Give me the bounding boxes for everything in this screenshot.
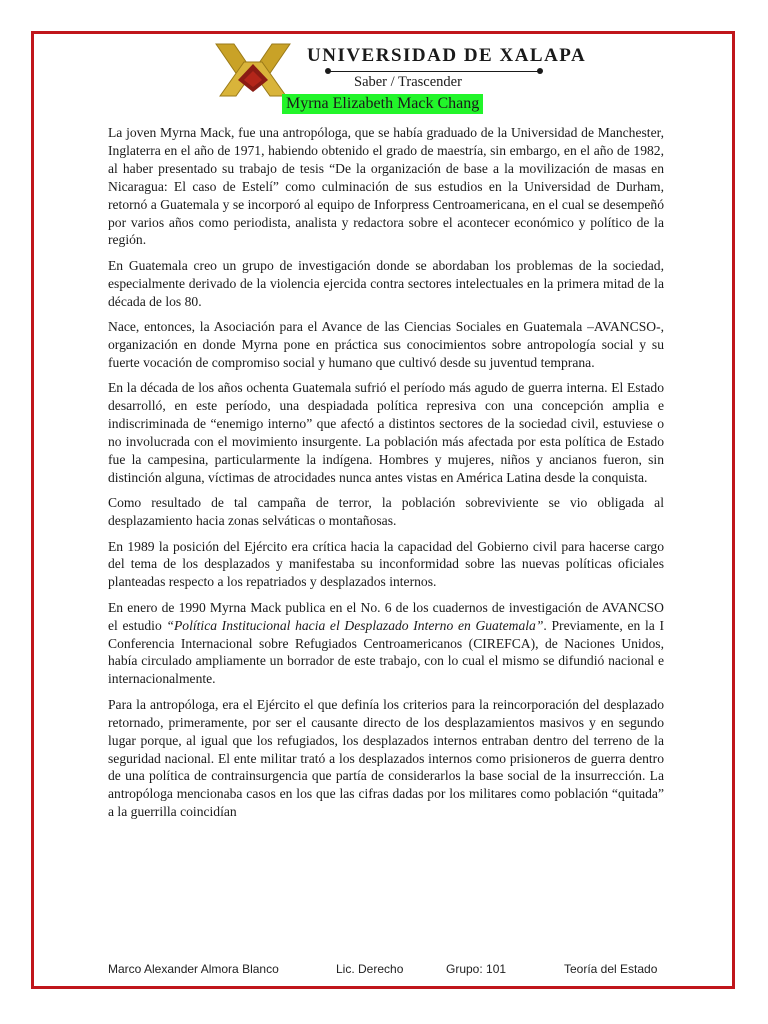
rule-dot-left <box>325 68 331 74</box>
paragraph-4: En la década de los años ochenta Guatemala sufrió el período más agudo de guerra interna. El Estado desarrolló, en este período, una despiadada política represiva con una concepción amplia e indiscriminada de “enemigo interno” que afectó a distintos sectores de la sociedad civil, estuviese o no involucrada con el movimiento insurgente. La población más afectada por esta política de Estado fue la campesina, particularmente la indígena. Hombres y mujeres, niños y ancianos fueron, sin distinción alguna, víctimas de atrocidades nunca antes vistas en América Latina desde la conquista. <box>108 380 664 485</box>
rule-dot-right <box>537 68 543 74</box>
document-title: Myrna Elizabeth Mack Chang <box>282 94 483 114</box>
study-title: “Política Institucional hacia el Desplazado Interno en Guatemala” <box>166 617 544 633</box>
footer-course: Teoría del Estado <box>564 962 658 976</box>
paragraph-7-after: . Previamente, en la I Conferencia Internacional sobre Refugiados Centroamericanos (CIREFCA), de Naciones Unidos, había circulado ampliamente un borrador de este trabajo, con lo cual el mismo se difundió nacional e internacionalmente. <box>108 617 664 687</box>
document-footer <box>108 962 664 980</box>
paragraph-3: Nace, entonces, la Asociación para el Avance de las Ciencias Sociales en Guatemala –AVANCSO-, organización en donde Myrna pone en práctica sus conocimientos sobre antropología social y su fuerte vocación de compromiso social y humano que cultivó desde su juventud temprana. <box>108 319 664 370</box>
paragraph-6: En 1989 la posición del Ejército era crítica hacia la capacidad del Gobierno civil para hacerse cargo del tema de los desplazados y manifestaba su inconformidad sobre las nuevas políticas oficiales planteadas respecto a los repatriados y desplazados internos. <box>108 538 664 590</box>
paragraph-7 <box>108 599 664 689</box>
university-name: UNIVERSIDAD DE XALAPA <box>307 45 587 66</box>
university-motto: Saber / Trascender <box>354 74 462 90</box>
paragraph-5: Como resultado de tal campaña de terror, la población sobreviviente se vio obligada al desplazamiento hacia zonas selváticas o montañosas. <box>108 495 664 529</box>
page-border <box>31 31 735 989</box>
footer-program: Lic. Derecho <box>336 962 404 976</box>
footer-group: Grupo: 101 <box>446 962 507 976</box>
university-logo-icon <box>214 42 292 98</box>
footer-author: Marco Alexander Almora Blanco <box>108 962 279 976</box>
paragraph-8: Para la antropóloga, era el Ejército el que definía los criterios para la reincorporación del desplazado retornado, primeramente, por ser el causante directo de los desplazamientos masivos y en segundo lugar porque, al igual que los refugiados, los desplazados internos entraban dentro del terreno de la seguridad nacional. El ente militar trató a los desplazados internos como prisioneros de guerra dentro de una política de contrainsurgencia que partía de considerarlos la base social de la insurrección. La antropóloga mencionaba casos en los que las cifras dadas por los militares como población “quitada” a la guerrilla coincidían <box>108 696 664 820</box>
paragraph-7-before: En enero de 1990 Myrna Mack publica en el No. 6 de los cuadernos de investigación de AVANCSO el estudio <box>108 599 664 633</box>
header-rule <box>328 71 540 72</box>
paragraph-1: La joven Myrna Mack, fue una antropóloga, que se había graduado de la Universidad de Manchester, Inglaterra en el año de 1971, habiendo obtenido el grado de maestría, sin embargo, en el año de 1982, al haber presentado su trabajo de tesis “De la organización de base a la movilización de masas en Nicaragua: El caso de Estelí” como culminación de sus estudios en la Universidad de Durham, retornó a Guatemala y se incorporó al equipo de Inforpress Centroamericana, en el cual se desempeñó por varios años como periodista, analista y redactora sobre el acontecer económico y político de la región. <box>108 125 664 248</box>
paragraph-2: En Guatemala creo un grupo de investigación donde se abordaban los problemas de la sociedad, especialmente derivado de la violencia ejercida contra sectores intelectuales en la primera mitad de la década de los 80. <box>108 257 664 309</box>
document-body <box>108 124 664 829</box>
